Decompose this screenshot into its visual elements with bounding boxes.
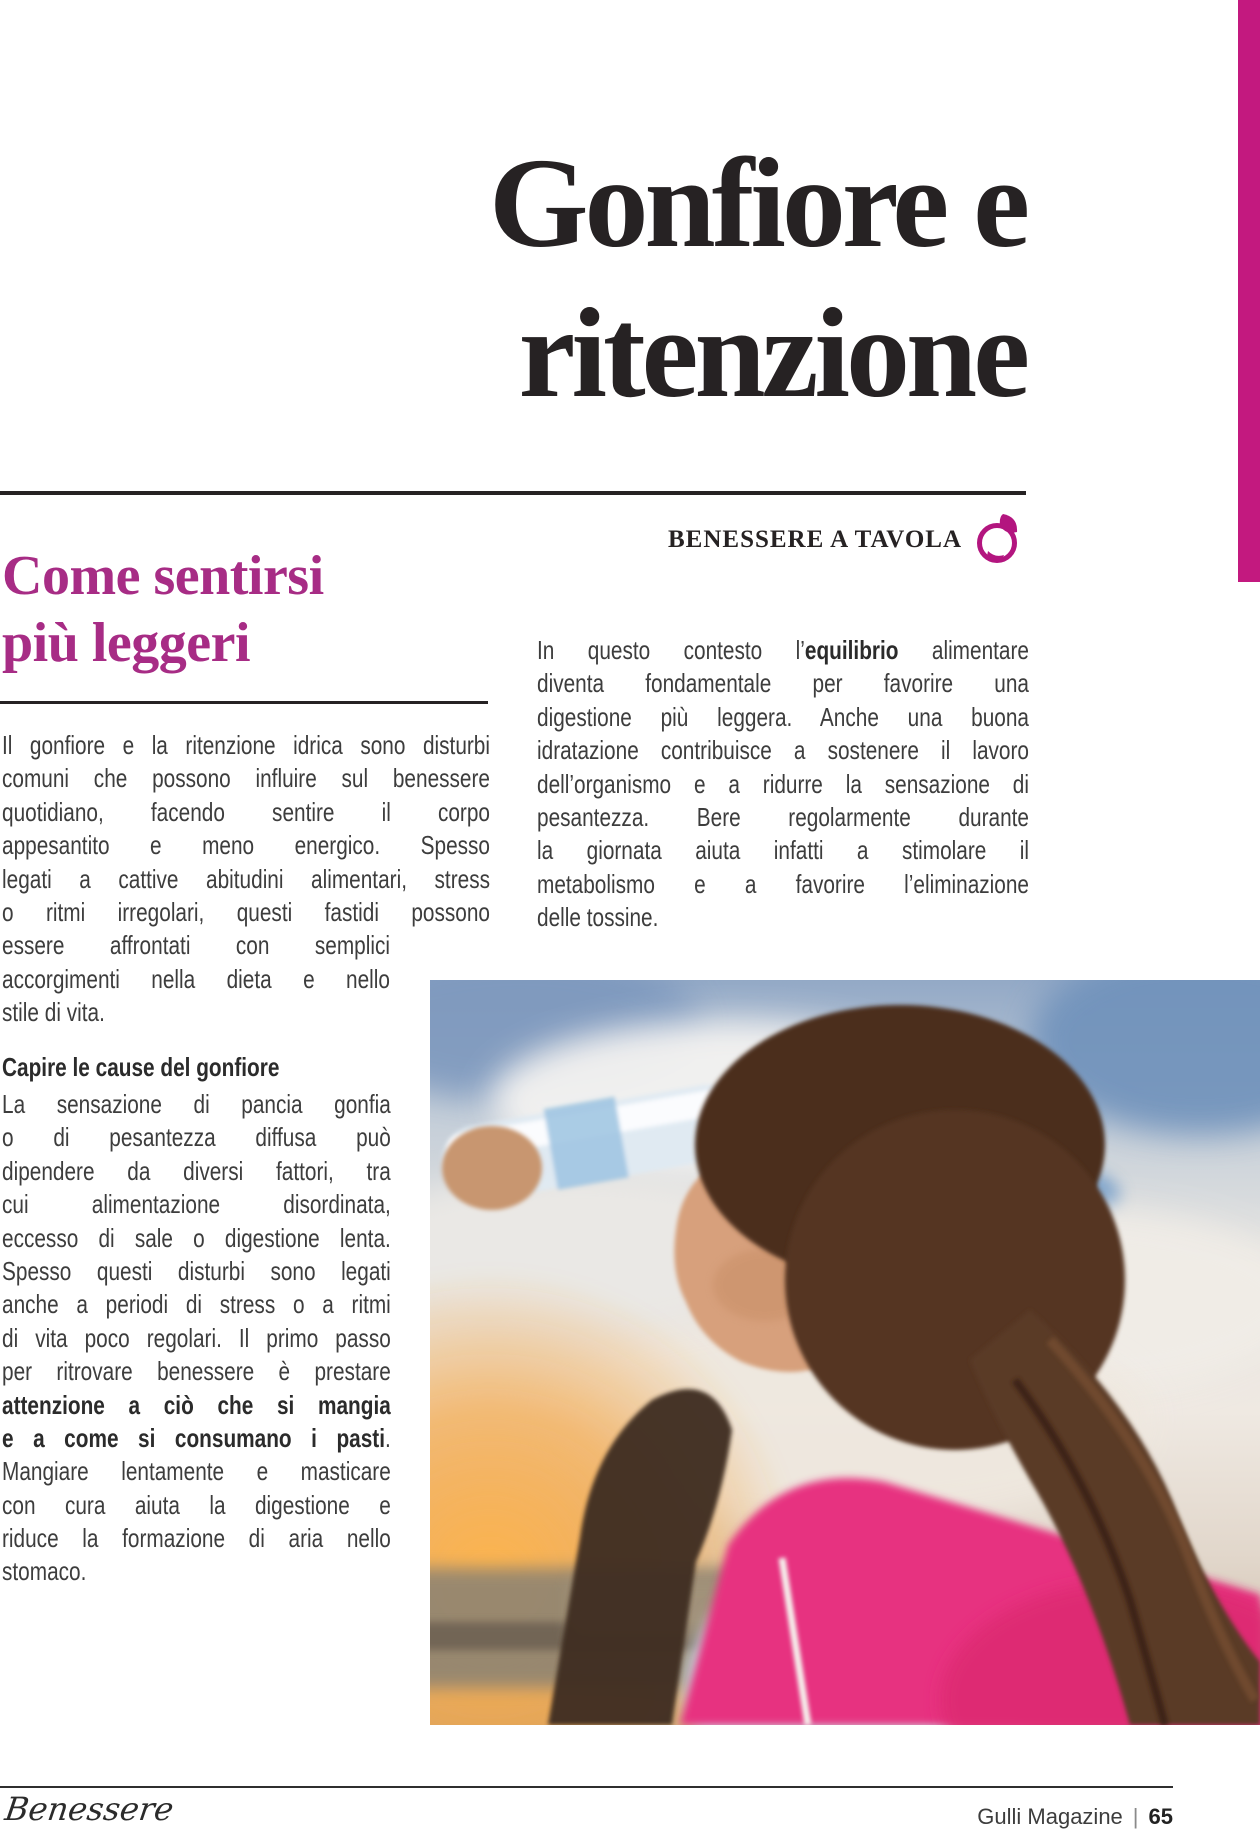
page-title xyxy=(0,128,1026,428)
text-line: eccesso di sale o digestione lenta. xyxy=(2,1222,391,1253)
text-line: comuni che possono influire sul benessere xyxy=(2,763,490,794)
text-line: dipendere da diversi fattori, tra xyxy=(2,1155,391,1186)
text-line: quotidiano, facendo sentire il corpo xyxy=(2,796,490,827)
text-line: metabolismo e a favorire l’eliminazione xyxy=(537,868,1029,899)
text-line: e a come si consumano i pasti. xyxy=(2,1422,391,1453)
footer-section-label: Benessere xyxy=(2,1790,177,1828)
text-line: digestione più leggera. Anche una buona xyxy=(537,701,1029,732)
text-line: Il gonfiore e la ritenzione idrica sono disturbi xyxy=(2,730,490,760)
text-line: diventa fondamentale per favorire una xyxy=(537,668,1029,699)
footer-rule xyxy=(0,1786,1173,1788)
left-column-subhead: Capire le cause del gonfiore xyxy=(2,1052,280,1082)
text-line: dell’organismo e a ridurre la sensazione di xyxy=(537,768,1029,799)
footer-magazine-name: Gulli Magazine xyxy=(977,1804,1123,1829)
text-line: essere affrontati con semplici xyxy=(2,930,390,961)
right-column-paragraph xyxy=(537,634,1029,935)
text-line: appesantito e meno energico. Spesso xyxy=(2,830,490,861)
heading-rule xyxy=(0,701,488,704)
text-line: di vita poco regolari. Il primo passo xyxy=(2,1322,391,1353)
page-title-line1: Gonfiore e xyxy=(488,132,1026,274)
article-heading-line2: più leggeri xyxy=(2,612,251,674)
right-accent-bar xyxy=(1238,0,1260,582)
text-line: pesantezza. Bere regolarmente durante xyxy=(537,801,1029,832)
text-line: o di pesantezza diffusa può xyxy=(2,1122,391,1153)
page-title-line2: ritenzione xyxy=(518,282,1026,424)
photo-woman-drinking-water xyxy=(430,980,1260,1725)
text-line: con cura aiuta la digestione e xyxy=(2,1489,391,1520)
footer-page-info xyxy=(0,1804,1173,1830)
text-line: In questo contesto l’equilibrio alimentare xyxy=(537,635,1029,665)
text-line: per ritrovare benessere è prestare xyxy=(2,1356,391,1387)
title-rule xyxy=(0,491,1026,495)
kicker-label: BENESSERE A TAVOLA xyxy=(667,526,962,553)
article-heading xyxy=(2,543,482,677)
text-line: cui alimentazione disordinata, xyxy=(2,1189,391,1220)
text-line: o ritmi irregolari, questi fastidi possono xyxy=(2,896,490,927)
text-line: stomaco. xyxy=(2,1556,87,1587)
text-line: la giornata aiuta infatti a stimolare il xyxy=(537,835,1029,866)
text-line: La sensazione di pancia gonfia xyxy=(2,1089,391,1119)
text-line: attenzione a ciò che si mangia xyxy=(2,1389,391,1420)
text-line: delle tossine. xyxy=(537,902,659,933)
text-line: Spesso questi disturbi sono legati xyxy=(2,1255,391,1286)
left-column-paragraph-1 xyxy=(2,729,490,1030)
text-line: stile di vita. xyxy=(2,997,105,1028)
text-line: legati a cattive abitudini alimentari, stress xyxy=(2,863,490,894)
text-line: accorgimenti nella dieta e nello xyxy=(2,963,390,994)
text-line: anche a periodi di stress o a ritmi xyxy=(2,1289,391,1320)
footer-separator: | xyxy=(1132,1804,1139,1829)
left-column-paragraph-2 xyxy=(2,1088,391,1589)
text-line: idratazione contribuisce a sostenere il lavoro xyxy=(537,735,1029,766)
article-heading-line1: Come sentirsi xyxy=(2,545,324,607)
footer-page-number: 65 xyxy=(1148,1804,1173,1829)
text-line: Mangiare lentamente e masticare xyxy=(2,1456,391,1487)
plate-leaf-icon xyxy=(974,513,1022,567)
text-line: riduce la formazione di aria nello xyxy=(2,1523,391,1554)
